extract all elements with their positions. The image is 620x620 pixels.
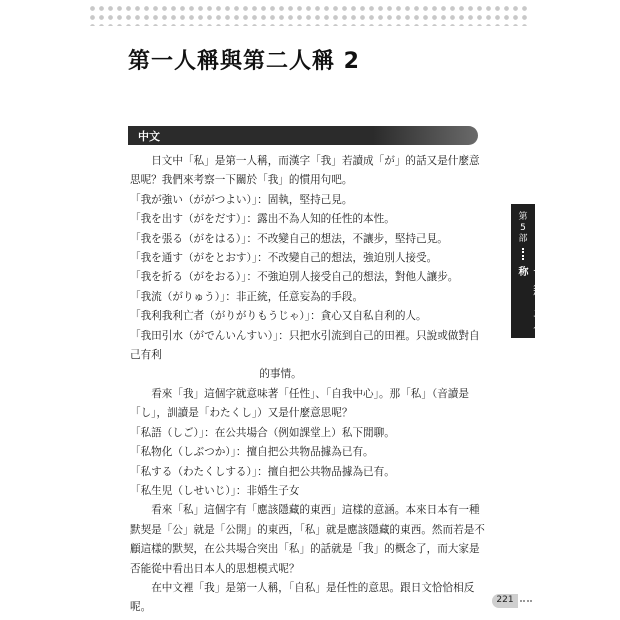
idiom-entry: 「私語（しご）」：在公共場合（例如課堂上）私下閒聊。: [130, 426, 395, 439]
idiom-entry: 「私生児（しせいじ）」：非婚生子女: [130, 484, 300, 497]
idiom-entry: 「我利我利亡者（がりがりもうじゃ）」：貪心又自私自利的人。: [130, 310, 427, 323]
idiom-entry: 「我が強い（ががつよい）」：固執，堅持己見。: [130, 193, 353, 206]
idiom-entry: 「我を通す（がをとおす）」：不改變自己的想法，強迫別人接受。: [130, 252, 438, 265]
idiom-entry: 「我流（がりゅう）」：非正統，任意妄為的手段。: [130, 290, 364, 303]
idiom-entry: 「我を出す（がをだす）」：露出不為人知的任性的本性。: [130, 213, 395, 226]
paragraph-analysis: 看來「私」這個字有「應該隱藏的東西」這樣的意涵。本來日本有一種默契是「公」就是「公開」的東西，「私」就是應該隱藏的東西。然而若是不顧這樣的默契，在公共場合突出「私」的話就是「我」的概念了，而大家是否能從中看出日本人的思想模式呢？: [130, 504, 485, 575]
idiom-entry: 「我を折る（がをおる）」：不強迫別人接受自己的想法，對他人讓步。: [130, 271, 459, 284]
chapter-side-tab: [511, 204, 542, 338]
idiom-entry: 「私する（わたくしする）」：擅自把公共物品據為已有。: [130, 465, 395, 478]
page-number: 221: [496, 595, 514, 605]
idiom-entry: 「我田引水（がでんいんすい）」：只把水引流到自己的田裡。只說或做對自己有利: [130, 329, 480, 362]
part-number: 第 5 部: [518, 212, 528, 244]
section-label: 中文: [138, 130, 160, 143]
page-title: 第一人稱與第二人稱 2: [128, 49, 360, 74]
chapter-title-vertical: 一人称と二人称: [516, 266, 542, 329]
paragraph-watakushi: 看來「我」這個字就意味著「任性」、「自我中心」。那「私」（音讀是「し」，訓讀是「わたくし」）又是什麼意思呢？: [130, 387, 469, 420]
body-text: [130, 152, 486, 618]
page-number-badge: [492, 594, 518, 608]
dotted-divider: [522, 248, 526, 260]
page-number-dots: [520, 600, 532, 604]
paragraph-conclusion: 在中文裡「我」是第一人稱，「自私」是任性的意思。跟日文恰恰相反呢。: [130, 581, 475, 614]
dot-pattern-header: [88, 4, 528, 26]
paragraph-intro: 日文中「私」是第一人稱，而漢字「我」若讀成「が」的話又是什麼意思呢？我們來考察一下關於「我」的慣用句吧。: [130, 155, 480, 187]
section-header-bar: [128, 126, 478, 145]
idiom-entry: 「私物化（しぶつか）」：擅自把公共物品據為已有。: [130, 446, 374, 459]
idiom-entry-continuation: 的事情。: [259, 368, 302, 381]
idiom-entry: 「我を張る（がをはる）」：不改變自己的想法，不讓步，堅持己見。: [130, 232, 448, 245]
